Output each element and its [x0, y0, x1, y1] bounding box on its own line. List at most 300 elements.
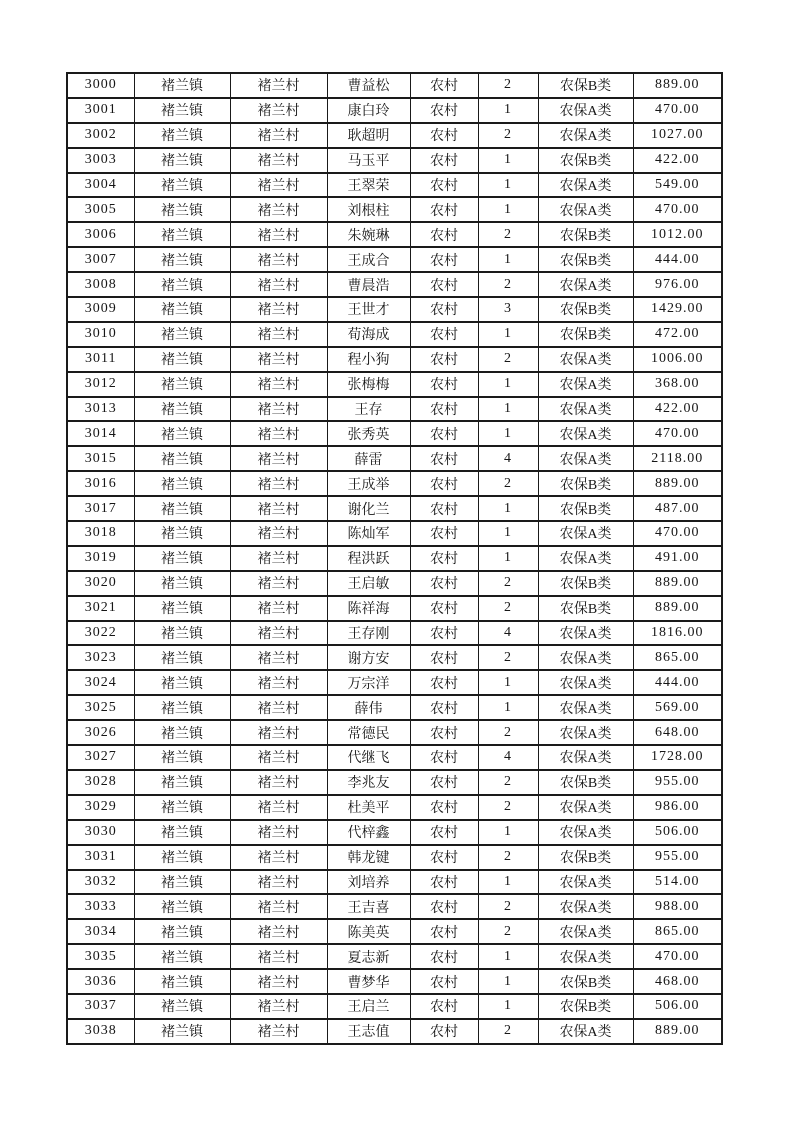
- table-row: [67, 421, 722, 446]
- person-count-cell: 1: [478, 173, 538, 198]
- table-row: [67, 795, 722, 820]
- town-cell: 褚兰镇: [134, 645, 230, 670]
- serial-number-cell: 3001: [67, 98, 134, 123]
- table-row: [67, 969, 722, 994]
- person-count-cell: 1: [478, 421, 538, 446]
- table-row: [67, 347, 722, 372]
- serial-number-cell: 3022: [67, 621, 134, 646]
- residence-type-cell: 农村: [410, 820, 478, 845]
- serial-number-cell: 3036: [67, 969, 134, 994]
- amount-cell: 976.00: [633, 272, 722, 297]
- town-cell: 褚兰镇: [134, 173, 230, 198]
- village-cell: 褚兰村: [230, 322, 327, 347]
- amount-cell: 889.00: [633, 596, 722, 621]
- person-name-cell: 陈祥海: [327, 596, 410, 621]
- person-count-cell: 2: [478, 272, 538, 297]
- village-cell: 褚兰村: [230, 98, 327, 123]
- town-cell: 褚兰镇: [134, 571, 230, 596]
- amount-cell: 889.00: [633, 1019, 722, 1044]
- table-row: [67, 695, 722, 720]
- amount-cell: 648.00: [633, 720, 722, 745]
- village-cell: 褚兰村: [230, 222, 327, 247]
- table-row: [67, 446, 722, 471]
- person-name-cell: 夏志新: [327, 944, 410, 969]
- table-row: [67, 496, 722, 521]
- table-row: [67, 820, 722, 845]
- insurance-category-cell: 农保B类: [538, 322, 633, 347]
- serial-number-cell: 3030: [67, 820, 134, 845]
- town-cell: 褚兰镇: [134, 994, 230, 1019]
- serial-number-cell: 3037: [67, 994, 134, 1019]
- serial-number-cell: 3035: [67, 944, 134, 969]
- residence-type-cell: 农村: [410, 347, 478, 372]
- person-count-cell: 1: [478, 197, 538, 222]
- insurance-category-cell: 农保A类: [538, 695, 633, 720]
- person-count-cell: 1: [478, 944, 538, 969]
- person-name-cell: 张秀英: [327, 421, 410, 446]
- person-count-cell: 2: [478, 919, 538, 944]
- town-cell: 褚兰镇: [134, 720, 230, 745]
- table-row: [67, 571, 722, 596]
- insurance-category-cell: 农保A类: [538, 720, 633, 745]
- amount-cell: 1728.00: [633, 745, 722, 770]
- insurance-category-cell: 农保A类: [538, 197, 633, 222]
- serial-number-cell: 3032: [67, 870, 134, 895]
- insurance-category-cell: 农保A类: [538, 870, 633, 895]
- residence-type-cell: 农村: [410, 845, 478, 870]
- person-name-cell: 谢化兰: [327, 496, 410, 521]
- serial-number-cell: 3020: [67, 571, 134, 596]
- person-count-cell: 4: [478, 621, 538, 646]
- person-count-cell: 1: [478, 322, 538, 347]
- amount-cell: 865.00: [633, 645, 722, 670]
- insurance-category-cell: 农保B类: [538, 994, 633, 1019]
- insurance-category-cell: 农保A类: [538, 272, 633, 297]
- person-name-cell: 李兆友: [327, 770, 410, 795]
- person-count-cell: 1: [478, 397, 538, 422]
- amount-cell: 986.00: [633, 795, 722, 820]
- amount-cell: 487.00: [633, 496, 722, 521]
- serial-number-cell: 3006: [67, 222, 134, 247]
- person-count-cell: 1: [478, 994, 538, 1019]
- village-cell: 褚兰村: [230, 745, 327, 770]
- insurance-category-cell: 农保B类: [538, 222, 633, 247]
- town-cell: 褚兰镇: [134, 372, 230, 397]
- table-row: [67, 645, 722, 670]
- village-cell: 褚兰村: [230, 297, 327, 322]
- payment-roster-table: [66, 72, 723, 1045]
- village-cell: 褚兰村: [230, 73, 327, 98]
- town-cell: 褚兰镇: [134, 247, 230, 272]
- insurance-category-cell: 农保A类: [538, 347, 633, 372]
- insurance-category-cell: 农保B类: [538, 596, 633, 621]
- serial-number-cell: 3021: [67, 596, 134, 621]
- insurance-category-cell: 农保A类: [538, 919, 633, 944]
- table-row: [67, 471, 722, 496]
- residence-type-cell: 农村: [410, 944, 478, 969]
- insurance-category-cell: 农保A类: [538, 421, 633, 446]
- person-name-cell: 万宗洋: [327, 670, 410, 695]
- amount-cell: 444.00: [633, 670, 722, 695]
- residence-type-cell: 农村: [410, 795, 478, 820]
- person-name-cell: 王吉喜: [327, 894, 410, 919]
- town-cell: 褚兰镇: [134, 919, 230, 944]
- town-cell: 褚兰镇: [134, 845, 230, 870]
- residence-type-cell: 农村: [410, 870, 478, 895]
- town-cell: 褚兰镇: [134, 471, 230, 496]
- residence-type-cell: 农村: [410, 197, 478, 222]
- residence-type-cell: 农村: [410, 695, 478, 720]
- serial-number-cell: 3005: [67, 197, 134, 222]
- insurance-category-cell: 农保A类: [538, 670, 633, 695]
- serial-number-cell: 3008: [67, 272, 134, 297]
- village-cell: 褚兰村: [230, 795, 327, 820]
- person-count-cell: 1: [478, 969, 538, 994]
- residence-type-cell: 农村: [410, 546, 478, 571]
- serial-number-cell: 3004: [67, 173, 134, 198]
- amount-cell: 889.00: [633, 73, 722, 98]
- residence-type-cell: 农村: [410, 670, 478, 695]
- town-cell: 褚兰镇: [134, 197, 230, 222]
- town-cell: 褚兰镇: [134, 272, 230, 297]
- amount-cell: 444.00: [633, 247, 722, 272]
- town-cell: 褚兰镇: [134, 347, 230, 372]
- residence-type-cell: 农村: [410, 98, 478, 123]
- town-cell: 褚兰镇: [134, 870, 230, 895]
- person-count-cell: 2: [478, 894, 538, 919]
- serial-number-cell: 3016: [67, 471, 134, 496]
- serial-number-cell: 3033: [67, 894, 134, 919]
- village-cell: 褚兰村: [230, 820, 327, 845]
- insurance-category-cell: 农保A类: [538, 98, 633, 123]
- residence-type-cell: 农村: [410, 770, 478, 795]
- amount-cell: 865.00: [633, 919, 722, 944]
- table-row: [67, 397, 722, 422]
- person-count-cell: 1: [478, 247, 538, 272]
- amount-cell: 955.00: [633, 845, 722, 870]
- residence-type-cell: 农村: [410, 297, 478, 322]
- town-cell: 褚兰镇: [134, 73, 230, 98]
- person-name-cell: 王存: [327, 397, 410, 422]
- person-name-cell: 马玉平: [327, 148, 410, 173]
- village-cell: 褚兰村: [230, 347, 327, 372]
- serial-number-cell: 3025: [67, 695, 134, 720]
- serial-number-cell: 3018: [67, 521, 134, 546]
- town-cell: 褚兰镇: [134, 944, 230, 969]
- person-count-cell: 3: [478, 297, 538, 322]
- town-cell: 褚兰镇: [134, 98, 230, 123]
- table-row: [67, 770, 722, 795]
- serial-number-cell: 3015: [67, 446, 134, 471]
- serial-number-cell: 3031: [67, 845, 134, 870]
- residence-type-cell: 农村: [410, 1019, 478, 1044]
- residence-type-cell: 农村: [410, 222, 478, 247]
- person-count-cell: 1: [478, 148, 538, 173]
- town-cell: 褚兰镇: [134, 621, 230, 646]
- amount-cell: 506.00: [633, 994, 722, 1019]
- village-cell: 褚兰村: [230, 621, 327, 646]
- person-count-cell: 2: [478, 123, 538, 148]
- person-count-cell: 1: [478, 695, 538, 720]
- table-row: [67, 1019, 722, 1044]
- residence-type-cell: 农村: [410, 745, 478, 770]
- town-cell: 褚兰镇: [134, 695, 230, 720]
- table-row: [67, 870, 722, 895]
- table-row: [67, 197, 722, 222]
- person-count-cell: 4: [478, 745, 538, 770]
- table-row: [67, 272, 722, 297]
- residence-type-cell: 农村: [410, 471, 478, 496]
- town-cell: 褚兰镇: [134, 123, 230, 148]
- town-cell: 褚兰镇: [134, 894, 230, 919]
- insurance-category-cell: 农保B类: [538, 770, 633, 795]
- village-cell: 褚兰村: [230, 197, 327, 222]
- insurance-category-cell: 农保B类: [538, 845, 633, 870]
- person-count-cell: 1: [478, 870, 538, 895]
- person-name-cell: 程洪跃: [327, 546, 410, 571]
- village-cell: 褚兰村: [230, 720, 327, 745]
- amount-cell: 470.00: [633, 98, 722, 123]
- person-name-cell: 王世才: [327, 297, 410, 322]
- insurance-category-cell: 农保A类: [538, 173, 633, 198]
- amount-cell: 368.00: [633, 372, 722, 397]
- person-name-cell: 刘培养: [327, 870, 410, 895]
- village-cell: 褚兰村: [230, 148, 327, 173]
- table-row: [67, 596, 722, 621]
- person-name-cell: 曹益松: [327, 73, 410, 98]
- person-name-cell: 耿超明: [327, 123, 410, 148]
- person-count-cell: 1: [478, 521, 538, 546]
- residence-type-cell: 农村: [410, 621, 478, 646]
- person-count-cell: 2: [478, 347, 538, 372]
- insurance-category-cell: 农保A类: [538, 645, 633, 670]
- person-name-cell: 荀海成: [327, 322, 410, 347]
- village-cell: 褚兰村: [230, 123, 327, 148]
- person-name-cell: 王志值: [327, 1019, 410, 1044]
- person-count-cell: 2: [478, 222, 538, 247]
- village-cell: 褚兰村: [230, 870, 327, 895]
- village-cell: 褚兰村: [230, 421, 327, 446]
- residence-type-cell: 农村: [410, 720, 478, 745]
- amount-cell: 470.00: [633, 421, 722, 446]
- village-cell: 褚兰村: [230, 471, 327, 496]
- person-count-cell: 2: [478, 596, 538, 621]
- person-count-cell: 2: [478, 571, 538, 596]
- table-row: [67, 919, 722, 944]
- amount-cell: 470.00: [633, 521, 722, 546]
- village-cell: 褚兰村: [230, 272, 327, 297]
- person-count-cell: 2: [478, 720, 538, 745]
- amount-cell: 889.00: [633, 571, 722, 596]
- insurance-category-cell: 农保A类: [538, 795, 633, 820]
- serial-number-cell: 3027: [67, 745, 134, 770]
- person-count-cell: 2: [478, 770, 538, 795]
- residence-type-cell: 农村: [410, 123, 478, 148]
- serial-number-cell: 3029: [67, 795, 134, 820]
- insurance-category-cell: 农保A类: [538, 521, 633, 546]
- residence-type-cell: 农村: [410, 446, 478, 471]
- residence-type-cell: 农村: [410, 919, 478, 944]
- person-count-cell: 1: [478, 372, 538, 397]
- residence-type-cell: 农村: [410, 994, 478, 1019]
- village-cell: 褚兰村: [230, 397, 327, 422]
- residence-type-cell: 农村: [410, 596, 478, 621]
- village-cell: 褚兰村: [230, 695, 327, 720]
- town-cell: 褚兰镇: [134, 446, 230, 471]
- insurance-category-cell: 农保A类: [538, 944, 633, 969]
- serial-number-cell: 3000: [67, 73, 134, 98]
- residence-type-cell: 农村: [410, 969, 478, 994]
- residence-type-cell: 农村: [410, 322, 478, 347]
- table-row: [67, 621, 722, 646]
- insurance-category-cell: 农保B类: [538, 571, 633, 596]
- insurance-category-cell: 农保B类: [538, 297, 633, 322]
- insurance-category-cell: 农保B类: [538, 247, 633, 272]
- table-row: [67, 98, 722, 123]
- town-cell: 褚兰镇: [134, 397, 230, 422]
- table-row: [67, 670, 722, 695]
- insurance-category-cell: 农保A类: [538, 372, 633, 397]
- village-cell: 褚兰村: [230, 446, 327, 471]
- person-name-cell: 王成合: [327, 247, 410, 272]
- residence-type-cell: 农村: [410, 421, 478, 446]
- village-cell: 褚兰村: [230, 372, 327, 397]
- amount-cell: 1006.00: [633, 347, 722, 372]
- amount-cell: 569.00: [633, 695, 722, 720]
- amount-cell: 988.00: [633, 894, 722, 919]
- person-name-cell: 程小狗: [327, 347, 410, 372]
- table-row: [67, 322, 722, 347]
- residence-type-cell: 农村: [410, 272, 478, 297]
- insurance-category-cell: 农保A类: [538, 397, 633, 422]
- town-cell: 褚兰镇: [134, 770, 230, 795]
- table-row: [67, 73, 722, 98]
- person-name-cell: 杜美平: [327, 795, 410, 820]
- amount-cell: 514.00: [633, 870, 722, 895]
- village-cell: 褚兰村: [230, 645, 327, 670]
- village-cell: 褚兰村: [230, 894, 327, 919]
- person-count-cell: 1: [478, 546, 538, 571]
- town-cell: 褚兰镇: [134, 322, 230, 347]
- person-count-cell: 2: [478, 471, 538, 496]
- person-name-cell: 朱婉琳: [327, 222, 410, 247]
- insurance-category-cell: 农保A类: [538, 621, 633, 646]
- insurance-category-cell: 农保B类: [538, 969, 633, 994]
- serial-number-cell: 3017: [67, 496, 134, 521]
- person-count-cell: 4: [478, 446, 538, 471]
- serial-number-cell: 3003: [67, 148, 134, 173]
- amount-cell: 1012.00: [633, 222, 722, 247]
- residence-type-cell: 农村: [410, 73, 478, 98]
- table-body: [67, 73, 722, 1044]
- serial-number-cell: 3023: [67, 645, 134, 670]
- serial-number-cell: 3011: [67, 347, 134, 372]
- table-row: [67, 745, 722, 770]
- table-row: [67, 148, 722, 173]
- town-cell: 褚兰镇: [134, 820, 230, 845]
- town-cell: 褚兰镇: [134, 148, 230, 173]
- amount-cell: 1816.00: [633, 621, 722, 646]
- town-cell: 褚兰镇: [134, 1019, 230, 1044]
- person-count-cell: 2: [478, 73, 538, 98]
- village-cell: 褚兰村: [230, 496, 327, 521]
- person-name-cell: 曹晨浩: [327, 272, 410, 297]
- person-count-cell: 2: [478, 795, 538, 820]
- town-cell: 褚兰镇: [134, 670, 230, 695]
- person-name-cell: 薛伟: [327, 695, 410, 720]
- table-row: [67, 845, 722, 870]
- serial-number-cell: 3013: [67, 397, 134, 422]
- serial-number-cell: 3007: [67, 247, 134, 272]
- village-cell: 褚兰村: [230, 571, 327, 596]
- amount-cell: 2118.00: [633, 446, 722, 471]
- village-cell: 褚兰村: [230, 994, 327, 1019]
- insurance-category-cell: 农保B类: [538, 148, 633, 173]
- table-row: [67, 720, 722, 745]
- person-name-cell: 张梅梅: [327, 372, 410, 397]
- person-name-cell: 王存刚: [327, 621, 410, 646]
- person-name-cell: 陈美英: [327, 919, 410, 944]
- village-cell: 褚兰村: [230, 845, 327, 870]
- person-name-cell: 王启兰: [327, 994, 410, 1019]
- person-name-cell: 薛雷: [327, 446, 410, 471]
- amount-cell: 422.00: [633, 148, 722, 173]
- amount-cell: 470.00: [633, 944, 722, 969]
- serial-number-cell: 3010: [67, 322, 134, 347]
- serial-number-cell: 3038: [67, 1019, 134, 1044]
- village-cell: 褚兰村: [230, 919, 327, 944]
- insurance-category-cell: 农保A类: [538, 1019, 633, 1044]
- table-row: [67, 123, 722, 148]
- amount-cell: 1429.00: [633, 297, 722, 322]
- amount-cell: 506.00: [633, 820, 722, 845]
- serial-number-cell: 3014: [67, 421, 134, 446]
- table-row: [67, 222, 722, 247]
- person-name-cell: 刘根柱: [327, 197, 410, 222]
- person-name-cell: 代继飞: [327, 745, 410, 770]
- person-name-cell: 谢方安: [327, 645, 410, 670]
- residence-type-cell: 农村: [410, 645, 478, 670]
- insurance-category-cell: 农保A类: [538, 894, 633, 919]
- person-name-cell: 王启敏: [327, 571, 410, 596]
- person-name-cell: 康白玲: [327, 98, 410, 123]
- residence-type-cell: 农村: [410, 894, 478, 919]
- person-count-cell: 2: [478, 845, 538, 870]
- village-cell: 褚兰村: [230, 247, 327, 272]
- village-cell: 褚兰村: [230, 596, 327, 621]
- residence-type-cell: 农村: [410, 247, 478, 272]
- person-count-cell: 2: [478, 645, 538, 670]
- amount-cell: 889.00: [633, 471, 722, 496]
- person-count-cell: 1: [478, 98, 538, 123]
- insurance-category-cell: 农保A类: [538, 820, 633, 845]
- serial-number-cell: 3024: [67, 670, 134, 695]
- serial-number-cell: 3009: [67, 297, 134, 322]
- serial-number-cell: 3019: [67, 546, 134, 571]
- town-cell: 褚兰镇: [134, 521, 230, 546]
- person-name-cell: 曹梦华: [327, 969, 410, 994]
- person-count-cell: 1: [478, 670, 538, 695]
- town-cell: 褚兰镇: [134, 596, 230, 621]
- village-cell: 褚兰村: [230, 173, 327, 198]
- table-row: [67, 247, 722, 272]
- person-name-cell: 代梓鑫: [327, 820, 410, 845]
- serial-number-cell: 3034: [67, 919, 134, 944]
- person-name-cell: 陈灿军: [327, 521, 410, 546]
- residence-type-cell: 农村: [410, 571, 478, 596]
- amount-cell: 470.00: [633, 197, 722, 222]
- residence-type-cell: 农村: [410, 397, 478, 422]
